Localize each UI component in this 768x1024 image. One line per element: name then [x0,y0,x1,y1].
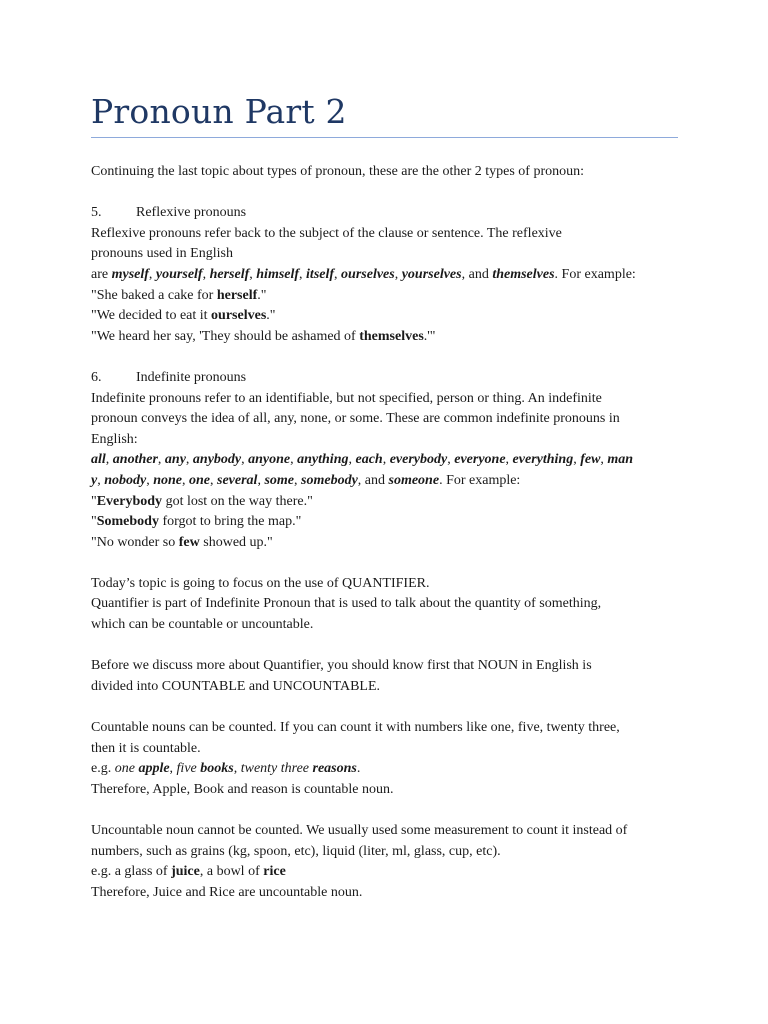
indefinite-word: one [189,472,211,488]
reflexive-heading [91,203,681,224]
uncountable-example: e.g. a glass of juice, a bowl of rice [91,864,286,880]
uncountable-line2: numbers, such as grains (kg, spoon, etc), liquid (liter, ml, glass, cup, etc). [91,843,501,859]
reflexive-example-2: "We decided to eat it ourselves." [91,308,276,324]
indefinite-word: nobody [104,472,147,488]
indefinite-heading [91,368,681,389]
indefinite-word: few [580,452,601,468]
reflexive-desc-line2: pronouns used in English [91,246,233,262]
quantifier-line3: which can be countable or uncountable. [91,617,314,633]
indefinite-word: someone [388,472,440,488]
quantifier-line1: Today’s topic is going to focus on the use of QUANTIFIER. [91,575,430,591]
indefinite-word: none [153,472,183,488]
countable-conclusion: Therefore, Apple, Book and reason is countable noun. [91,781,394,797]
indefinite-word: somebody [301,472,358,488]
indefinite-word: anything [297,452,349,468]
reflexive-word: themselves [492,266,555,282]
reflexive-number: 5. [91,205,102,221]
indefinite-heading-text: Indefinite pronouns [136,369,247,385]
reflexive-heading-text: Reflexive pronouns [136,205,247,221]
indefinite-number: 6. [91,369,102,385]
reflexive-word: itself [306,266,335,282]
reflexive-example-3: "We heard her say, 'They should be ashamed of themselves.'" [91,328,436,344]
indefinite-word: anyone [248,452,291,468]
indefinite-word: several [217,472,258,488]
indefinite-word: everyone [454,452,506,468]
countable-line2: then it is countable. [91,740,201,756]
uncountable-conclusion: Therefore, Juice and Rice are uncountable noun. [91,884,363,900]
indefinite-word: each [355,452,383,468]
indefinite-word-list-1: all, another, any, anybody, anyone, anything, each, everybody, everyone, everything, few, man [91,452,634,468]
reflexive-word: herself [209,266,250,282]
indefinite-desc-line1: Indefinite pronouns refer to an identifiable, but not specified, person or thing. An indefinite [91,390,602,406]
reflexive-word: myself [111,266,149,282]
noun-intro-line2: divided into COUNTABLE and UNCOUNTABLE. [91,678,381,694]
title-divider [91,137,678,138]
quantifier-line2: Quantifier is part of Indefinite Pronoun that is used to talk about the quantity of something, [91,596,602,612]
indefinite-desc-line3: English: [91,431,138,447]
countable-examples: e.g. one apple, five books, twenty three reasons. [91,761,361,777]
document-body [91,162,681,903]
indefinite-example-1: "Everybody got lost on the way there." [91,493,313,509]
indefinite-word: anybody [192,452,242,468]
uncountable-line1: Uncountable noun cannot be counted. We usually used some measurement to count it instead of [91,823,628,838]
page-title: Pronoun Part 2 [91,92,347,131]
indefinite-word: man [607,452,634,468]
reflexive-desc-line1: Reflexive pronouns refer back to the subject of the clause or sentence. The reflexive [91,225,562,241]
intro-paragraph: Continuing the last topic about types of pronoun, these are the other 2 types of pronoun: [91,164,585,179]
indefinite-word: everybody [389,452,448,468]
reflexive-example-1: "She baked a cake for herself." [91,287,267,303]
indefinite-word: y [91,472,98,488]
indefinite-word-list-2: y, nobody, none, one, several, some, somebody, and someone. For example: [91,472,521,488]
indefinite-desc-line2: pronoun conveys the idea of all, any, none, or some. These are common indefinite pronouns in [91,411,620,427]
indefinite-word: another [112,452,158,468]
indefinite-word: everything [512,452,574,468]
indefinite-word: some [264,472,295,488]
reflexive-word: himself [256,266,300,282]
reflexive-word: yourself [155,266,203,282]
indefinite-example-2: "Somebody forgot to bring the map." [91,514,302,530]
reflexive-word-list: are myself, yourself, herself, himself, itself, ourselves, yourselves, and themselves. For example: [91,266,636,282]
indefinite-word: any [164,452,186,468]
noun-intro-line1: Before we discuss more about Quantifier, you should know first that NOUN in English is [91,658,592,674]
indefinite-example-3: "No wonder so few showed up." [91,534,273,550]
reflexive-word: ourselves [341,266,395,282]
countable-line1: Countable nouns can be counted. If you can count it with numbers like one, five, twenty three, [91,720,620,736]
reflexive-word: yourselves [401,266,462,282]
indefinite-word: all [91,452,106,468]
